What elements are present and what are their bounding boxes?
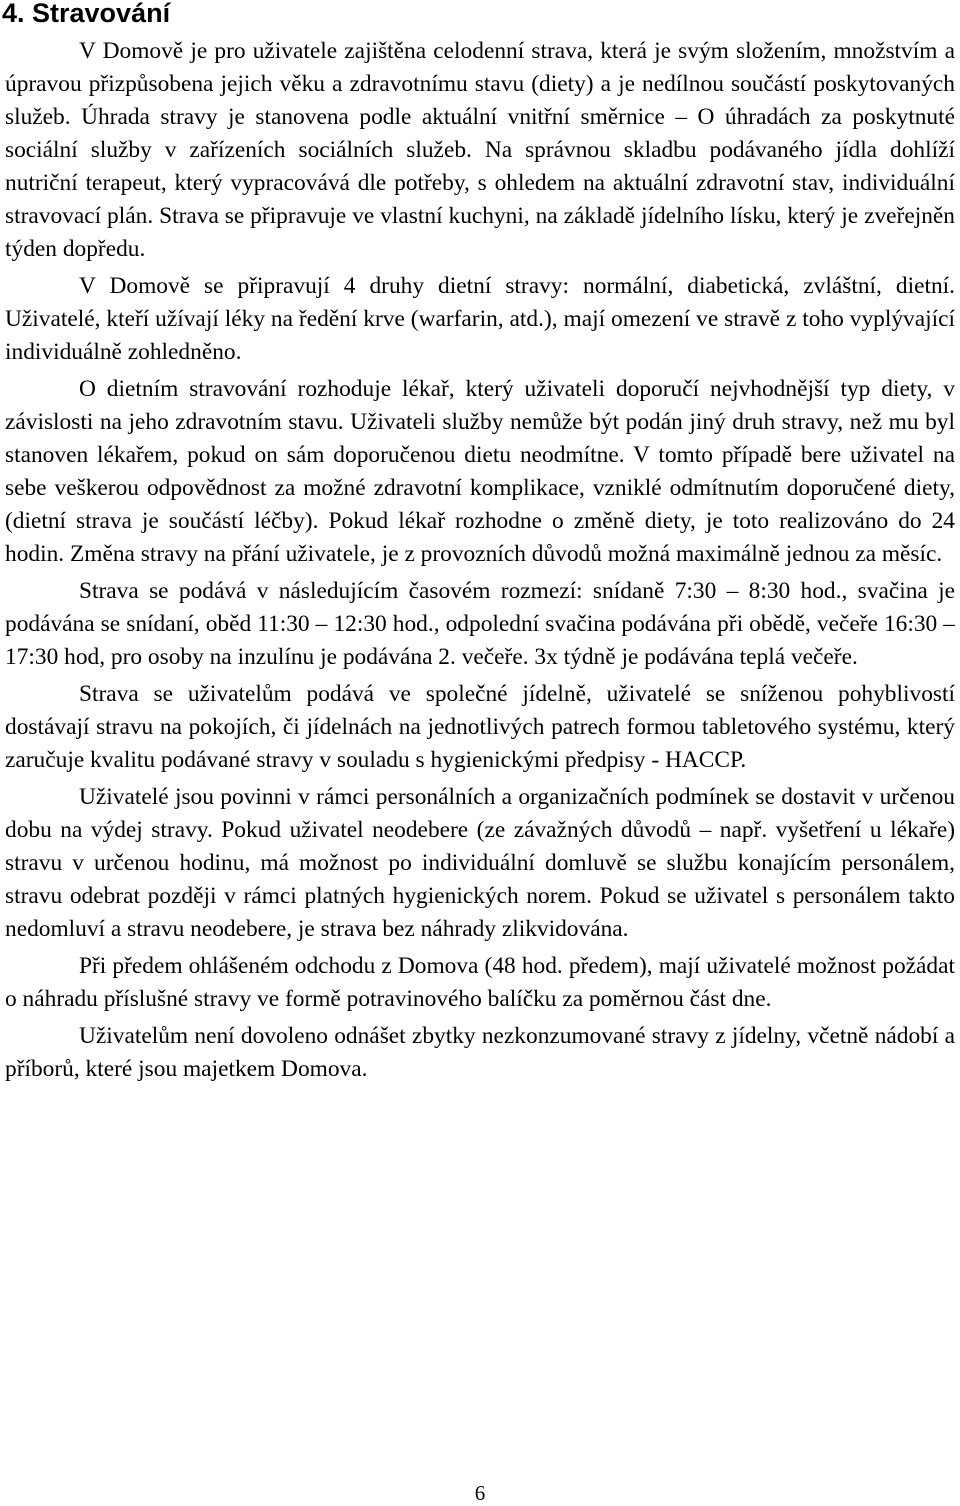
paragraph-serving-location: Strava se uživatelům podává ve společné jídelně, uživatelé se sníženou pohyblivostí dostávají stravu na pokojích, či jídelnách na jednotlivých patrech formou tabletového systému, který zaručuje kvalitu podávané stravy v souladu s hygienickými předpisy - HACCP. bbox=[5, 681, 955, 773]
paragraph-meal-times: Strava se podává v následujícím časovém rozmezí: snídaně 7:30 – 8:30 hod., svačina je podávána se snídaní, oběd 11:30 – 12:30 hod., odpolední svačina podávána při obědě, večeře 16:30 – 17:30 hod, pro osoby na inzulínu je podávána 2. večeře. 3x týdně je podávána teplá večeře. bbox=[5, 578, 955, 670]
paragraph-diet-decision: O dietním stravování rozhoduje lékař, který uživateli doporučí nejvhodnější typ diety, v závislosti na jeho zdravotním stavu. Uživateli služby nemůže být podán jiný druh stravy, než mu byl stanoven lékařem, pokud on sám doporučenou dietu neodmítne. V tomto případě bere uživatel na sebe veškerou odpovědnost za možné zdravotní komplikace, vzniklé odmítnutím doporučené diety, (dietní strava je součástí léčby). Pokud lékař rozhodne o změně diety, je toto realizováno do 24 hodin. Změna stravy na přání uživatele, je z provozních důvodů možná maximálně jednou za měsíc. bbox=[5, 376, 955, 567]
section-heading: 4. Stravování bbox=[2, 0, 171, 28]
page-number: 6 bbox=[474, 1481, 486, 1505]
section-body bbox=[5, 35, 955, 1090]
paragraph-collection-rules: Uživatelé jsou povinni v rámci personálních a organizačních podmínek se dostavit v určenou dobu na výdej stravy. Pokud uživatel neodebere (ze závažných důvodů – např. vyšetření u lékaře) stravu v určenou hodinu, má možnost po individuální domluvě se službu konajícím personálem, stravu odebrat později v rámci platných hygienických norem. Pokud se uživatel s personálem takto nedomluví a stravu neodebere, je strava bez náhrady zlikvidována. bbox=[5, 784, 955, 942]
paragraph-absence-compensation: Při předem ohlášeném odchodu z Domova (48 hod. předem), mají uživatelé možnost požádat o náhradu příslušné stravy ve formě potravinového balíčku za poměrnou část dne. bbox=[5, 953, 955, 1012]
paragraph-meals-overview: V Domově je pro uživatele zajištěna celodenní strava, která je svým složením, množstvím a úpravou přizpůsobena jejich věku a zdravotnímu stavu (diety) a je nedílnou součástí poskytovaných služeb. Úhrada stravy je stanovena podle aktuální vnitřní směrnice – O úhradách za poskytnuté sociální služby v zařízeních sociálních služeb. Na správnou skladbu podávaného jídla dohlíží nutriční terapeut, který vypracovává dle potřeby, s ohledem na aktuální zdravotní stav, individuální stravovací plán. Strava se připravuje ve vlastní kuchyni, na základě jídelního lísku, který je zveřejněn týden dopředu. bbox=[5, 38, 955, 262]
paragraph-diet-types: V Domově se připravují 4 druhy dietní stravy: normální, diabetická, zvláštní, dietní. Uživatelé, kteří užívají léky na ředění krve (warfarin, atd.), mají omezení ve stravě z toho vyplývající individuálně zohledněno. bbox=[5, 273, 955, 365]
paragraph-leftovers-rule: Uživatelům není dovoleno odnášet zbytky nezkonzumované stravy z jídelny, včetně nádobí a příborů, které jsou majetkem Domova. bbox=[5, 1023, 955, 1082]
